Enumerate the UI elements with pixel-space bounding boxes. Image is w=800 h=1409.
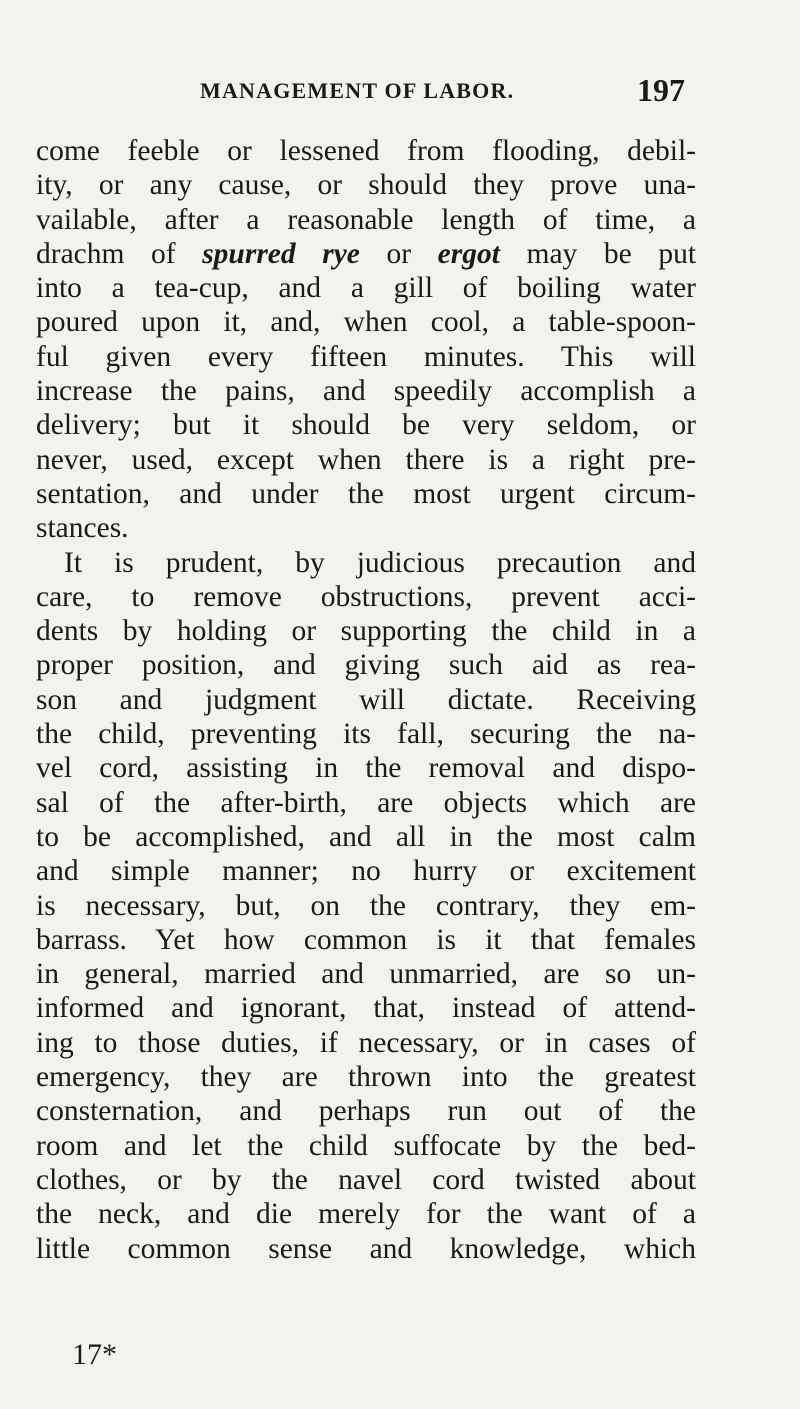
text-line: informed and ignorant, that, instead of attend- [36,992,696,1025]
text-line: delivery; but it should be very seldom, or [36,409,696,442]
text-line: the neck, and die merely for the want of a [36,1198,696,1231]
text-line: the child, preventing its fall, securing the na- [36,718,696,751]
signature-mark: 17* [72,1338,117,1371]
text-line: in general, married and unmarried, are so un- [36,958,696,991]
text-line: into a tea-cup, and a gill of boiling water [36,272,696,305]
text-line: never, used, except when there is a right pre- [36,443,696,476]
text-line: vailable, after a reasonable length of time, a [36,203,696,236]
text-line: is necessary, but, on the contrary, they em- [36,889,696,922]
text-line: sentation, and under the most urgent circum- [36,477,696,510]
running-head: MANAGEMENT OF LABOR. [200,78,515,103]
text-line: sal of the after-birth, are objects which are [36,786,696,819]
page-header [0,72,800,112]
text-line: dents by holding or supporting the child in a [36,615,696,648]
text-line: stances. [36,512,129,545]
text-line: vel cord, assisting in the removal and dispo- [36,752,696,785]
page-number: 197 [637,72,685,108]
body-text [36,134,696,1266]
text-line: ity, or any cause, or should they prove una- [36,169,696,202]
text-line: ing to those duties, if necessary, or in cases of [36,1026,696,1059]
text-line: little common sense and knowledge, which [36,1232,696,1265]
text-line: clothes, or by the navel cord twisted about [36,1163,696,1196]
text-line: barrass. Yet how common is it that females [36,923,696,956]
text-line: son and judgment will dictate. Receiving [36,683,696,716]
text-line: emergency, they are thrown into the greatest [36,1061,696,1094]
italic-term: spurred rye [202,237,360,270]
italic-term: ergot [437,237,500,270]
text-line: increase the pains, and speedily accomplish a [36,375,696,408]
text-line: proper position, and giving such aid as rea- [36,649,696,682]
text-line: to be accomplished, and all in the most calm [36,820,696,853]
text-line: room and let the child suffocate by the bed- [36,1129,696,1162]
text-line: ful given every fifteen minutes. This will [36,340,696,373]
text-line: care, to remove obstructions, prevent acci- [36,580,696,613]
text-line: come feeble or lessened from flooding, debil- [36,135,696,167]
text-line: drachm of spurred rye or ergot may be put [36,237,697,270]
text-line: It is prudent, by judicious precaution and [64,546,696,579]
text-line: poured upon it, and, when cool, a table-spoon- [36,306,696,339]
text-line: consternation, and perhaps run out of the [36,1095,696,1128]
text-line: and simple manner; no hurry or excitement [36,855,696,888]
